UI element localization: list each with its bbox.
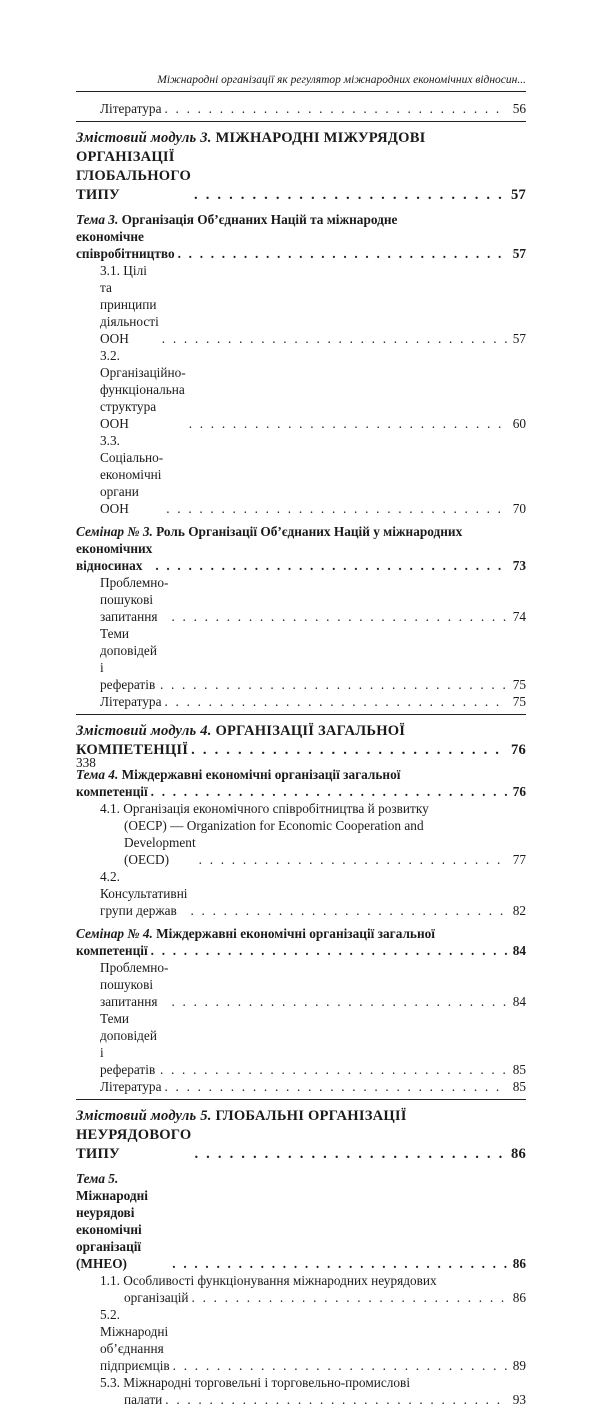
topic-prefix: Тема 4. [76,767,119,782]
dot-leader [173,1357,507,1374]
toc-topic-4 [76,766,526,800]
seminar-prefix: Семінар № 4. [76,926,153,941]
toc-page-number: 57 [512,331,526,346]
topic-title-line2: економічне співробітництво [76,229,175,261]
toc-page-number: 70 [512,501,526,516]
toc-page-number: 73 [512,558,526,573]
dot-leader [165,1391,507,1408]
topic-title-line1: Міжнародні неурядові економічні організації (МНЕО) [76,1188,148,1271]
dot-leader [160,676,507,693]
dot-leader [162,330,507,347]
toc-page-number: 86 [511,1146,526,1162]
toc-entry-multiline [76,800,526,868]
module-prefix: Змістовий модуль 3. [76,130,212,146]
toc-page-number: 82 [512,903,526,918]
toc-entry-label: Література [100,1079,162,1094]
toc-entry-line2: (ОЕСР) — Organization for Economic Cooperation and [124,818,424,833]
dot-leader [171,993,507,1010]
toc-page-number: 57 [511,187,526,203]
toc-page-number: 93 [512,1392,526,1407]
seminar-title-line2: економічних відносинах [76,541,153,573]
toc-entry-label: 3.3. Соціально-економічні органи ООН [100,433,164,516]
toc-page-number: 85 [512,1079,526,1094]
toc-entry-line2: палати [124,1392,163,1407]
toc-seminar-4 [76,925,526,959]
section-divider [76,1099,526,1100]
topic-title-line1: Міждержавні економічні організації загальної [118,767,401,782]
toc-page-number: 75 [512,677,526,692]
section-divider [76,714,526,715]
toc-entry-line1: 4.1. Організація економічного співробітництва й розвитку [100,801,429,816]
toc-entry-label: 5.2. Міжнародні об’єднання підприємців [100,1307,170,1373]
dot-leader [164,1078,507,1095]
toc-page-number: 84 [512,943,526,958]
dot-leader [166,500,507,517]
toc-seminar-3 [76,523,526,574]
dot-leader [191,902,508,919]
dot-leader [192,1289,507,1306]
toc-entry [76,868,526,919]
page-number: 338 [76,755,96,770]
dot-leader [189,415,507,432]
dot-leader [151,942,507,959]
toc-entry [76,693,526,710]
toc-entry-multiline [76,1272,526,1306]
toc-page-number: 84 [512,994,526,1009]
toc-entry [76,625,526,693]
toc-page-number: 89 [512,1358,526,1373]
toc-entry-line1: 1.1. Особливості функціонування міжнародних неурядових [100,1273,437,1288]
toc-entry [76,262,526,347]
toc-entry-line3: Development (OECD) [124,835,196,867]
dot-leader [194,1145,507,1164]
module-title-line2: ОРГАНІЗАЦІЇ ГЛОБАЛЬНОГО ТИПУ [76,149,192,203]
seminar-prefix: Семінар № 3. [76,524,153,539]
table-of-contents [76,100,526,1408]
dot-leader [155,557,507,574]
module-title-line1: ГЛОБАЛЬНІ ОРГАНІЗАЦІЇ [211,1108,407,1124]
module-title-line1: МІЖНАРОДНІ МІЖУРЯДОВІ [211,130,426,146]
toc-module-4 [76,722,526,760]
header-rule [76,91,526,92]
topic-prefix: Тема 3. [76,212,119,227]
dot-leader [178,245,507,262]
module-prefix: Змістовий модуль 5. [76,1108,212,1124]
toc-page-number: 76 [512,784,526,799]
toc-module-3 [76,129,526,205]
toc-entry-multiline [76,1374,526,1408]
toc-page-number: 60 [512,416,526,431]
dot-leader [164,693,507,710]
topic-prefix: Тема 5. [76,1171,119,1186]
seminar-title-line1: Роль Організації Об’єднаних Націй у міжнародних [152,524,463,539]
toc-entry [76,959,526,1010]
toc-page-number: 75 [512,694,526,709]
toc-entry [76,574,526,625]
dot-leader [194,186,507,205]
section-divider [76,121,526,122]
toc-page-number: 57 [512,246,526,261]
module-prefix: Змістовий модуль 4. [76,723,212,739]
toc-entry-label: 4.2. Консультативні групи держав [100,869,188,918]
running-head: Міжнародні організації як регулятор міжнародних економічних відносин... [157,74,526,86]
toc-module-5 [76,1107,526,1164]
toc-topic-3 [76,211,526,262]
toc-entry [76,1306,526,1374]
dot-leader [151,783,507,800]
topic-title-line1: Організація Об’єднаних Націй та міжнародне [118,212,398,227]
toc-entry-label: Проблемно-пошукові запитання [100,575,169,624]
toc-entry [76,1010,526,1078]
toc-page-number: 77 [512,852,526,867]
module-title-line1: ОРГАНІЗАЦІЇ ЗАГАЛЬНОЇ [211,723,406,739]
toc-page-number: 86 [512,1256,526,1271]
module-title-line2: НЕУРЯДОВОГО ТИПУ [76,1127,192,1162]
dot-leader [171,608,507,625]
toc-entry-label: Проблемно-пошукові запитання [100,960,169,1009]
toc-entry-label: Література [100,694,162,709]
seminar-title-line2: компетенції [76,943,148,958]
toc-page-number: 76 [511,742,526,758]
toc-entry [76,347,526,432]
dot-leader [160,1061,507,1078]
dot-leader [191,741,507,760]
seminar-title-line1: Міждержавні економічні організації загальної [152,926,435,941]
toc-entry-label: Теми доповідей і рефератів [100,1011,157,1077]
dot-leader [164,100,507,117]
toc-page-number: 56 [512,101,526,116]
toc-page-number: 85 [512,1062,526,1077]
toc-entry-line2: організацій [124,1290,189,1305]
toc-entry-label: Теми доповідей і рефератів [100,626,157,692]
toc-entry [76,1078,526,1095]
toc-entry-line1: 5.3. Міжнародні торговельні і торговельно-промислові [100,1375,411,1390]
toc-entry-label: 3.2. Організаційно-функціональна структура ООН [100,348,186,431]
toc-entry-label: 3.1. Цілі та принципи діяльності ООН [100,263,159,346]
dot-leader [199,851,507,868]
module-title-line2: КОМПЕТЕНЦІЇ [76,742,189,758]
toc-entry-label: Література [100,101,162,116]
toc-entry [76,432,526,517]
dot-leader [172,1255,507,1272]
toc-page-number: 74 [512,609,526,624]
toc-topic-5 [76,1170,526,1272]
toc-page-number: 86 [512,1290,526,1305]
topic-title-line2: компетенції [76,784,148,799]
toc-entry [76,100,526,117]
